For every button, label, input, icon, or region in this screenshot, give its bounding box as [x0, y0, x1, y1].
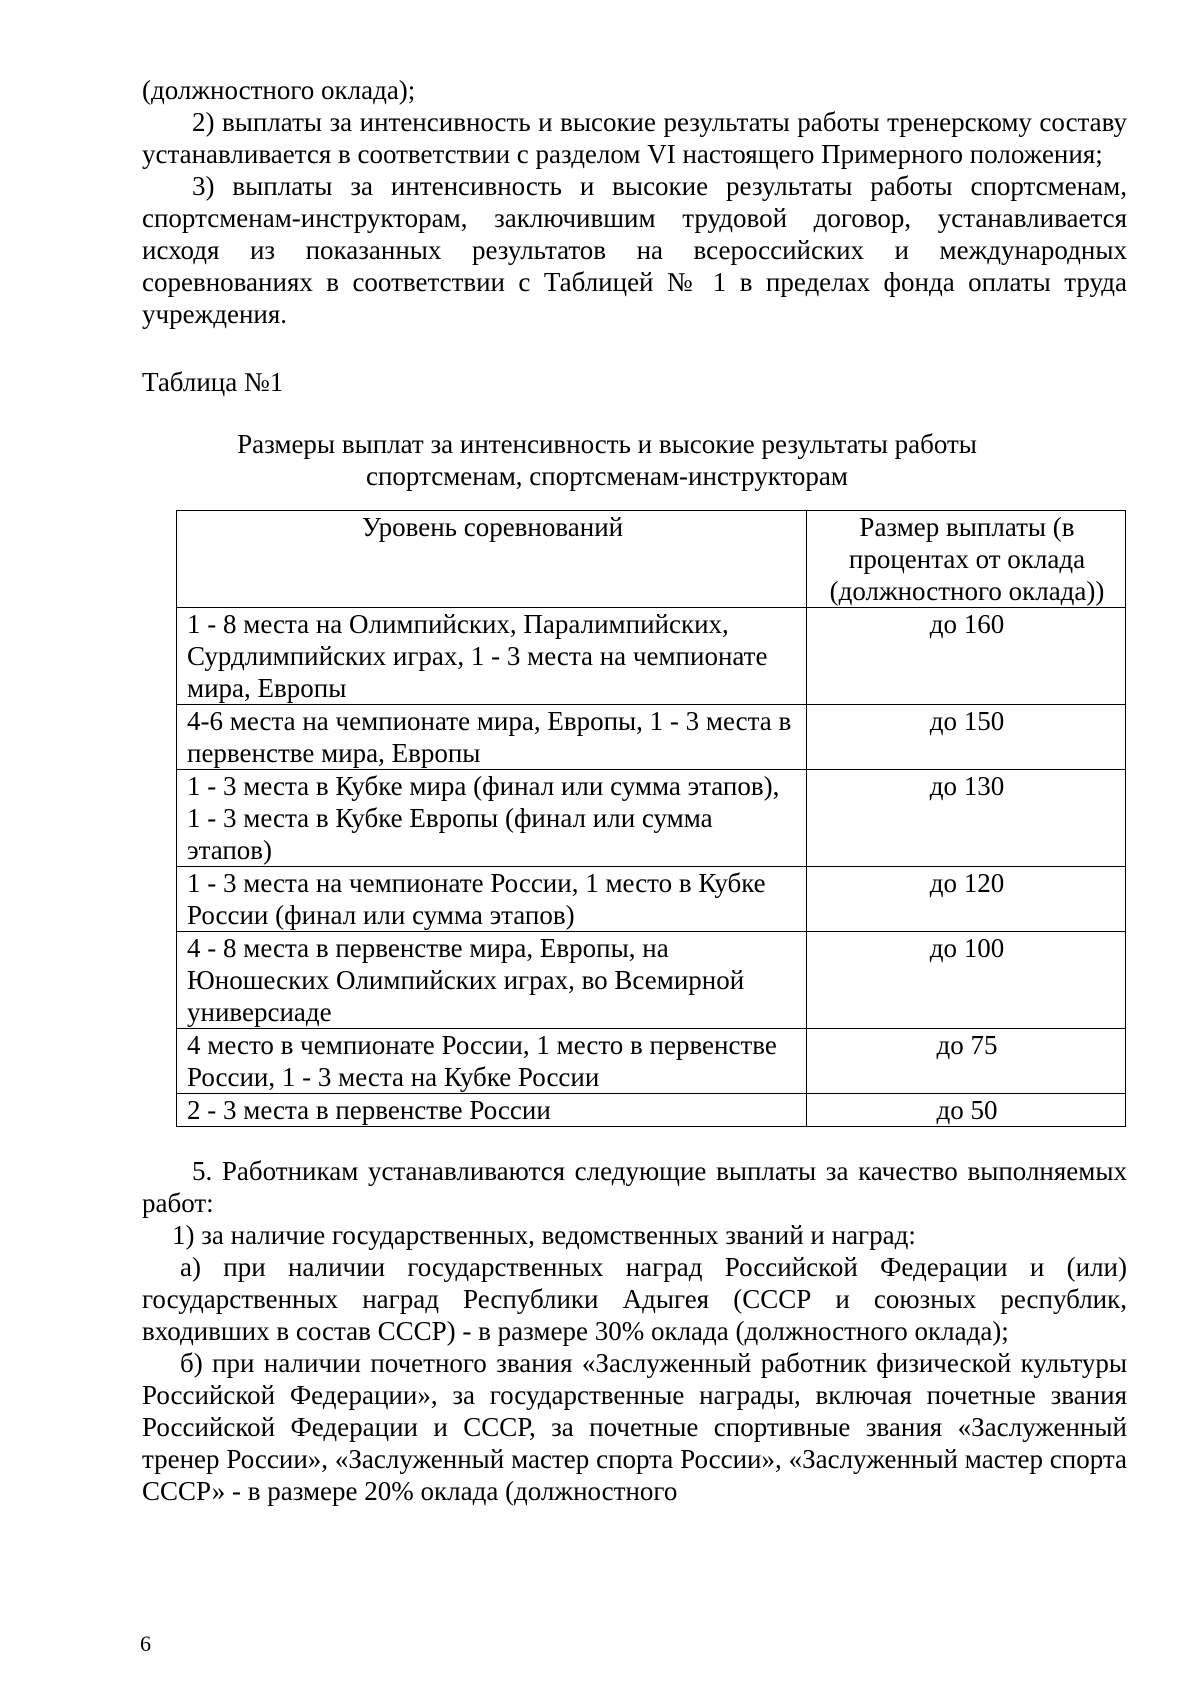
- table-row: [177, 1029, 1126, 1094]
- cell-level: 2 - 3 места в первенстве России: [177, 1094, 807, 1127]
- cell-level: 4 место в чемпионате России, 1 место в первенстве России, 1 - 3 места на Кубке России: [177, 1029, 807, 1094]
- cell-value: до 120: [807, 867, 1126, 932]
- section-5-item-1: 1) за наличие государственных, ведомственных званий и наград:: [172, 1220, 916, 1250]
- cell-value: до 100: [807, 932, 1126, 1029]
- table-title-line-1: Размеры выплат за интенсивность и высокие результаты работы: [237, 429, 977, 459]
- cell-level: 1 - 8 места на Олимпийских, Паралимпийских, Сурдлимпийских играх, 1 - 3 места на чемпионате мира, Европы: [177, 608, 807, 705]
- table-row: [177, 867, 1126, 932]
- cell-value: до 130: [807, 770, 1126, 867]
- table-row: [177, 1094, 1126, 1127]
- section-5-item-a: а) при наличии государственных наград Российской Федерации и (или) государственных наград Республики Адыгея (СССР и союзных республик, входивших в состав СССР) - в размере 30% оклада (должностного оклада);: [142, 1252, 1127, 1346]
- table-header-row: [177, 511, 1126, 608]
- section-5-item-b: б) при наличии почетного звания «Заслуженный работник физической культуры Российской Федерации», за государственные награды, включая почетные звания Российской Федерации и СССР, за почетные спортивные звания «Заслуженный тренер России», «Заслуженный мастер спорта России», «Заслуженный мастер спорта СССР» - в размере 20% оклада (должностного: [142, 1348, 1127, 1506]
- cell-level: 1 - 3 места в Кубке мира (финал или сумма этапов), 1 - 3 места в Кубке Европы (финал или сумма этапов): [177, 770, 807, 867]
- intro-item-3: 3) выплаты за интенсивность и высокие результаты работы спортсменам, спортсменам-инструкторам, заключившим трудовой договор, устанавливается исходя из показанных результатов на всероссийских и международных соревнованиях в соответствии с Таблицей № 1 в пределах фонда оплаты труда учреждения.: [142, 171, 1127, 329]
- intro-item-2: 2) выплаты за интенсивность и высокие результаты работы тренерскому составу устанавливается в соответствии с разделом VI настоящего Примерного положения;: [142, 107, 1127, 169]
- cell-value: до 50: [807, 1094, 1126, 1127]
- section-5-intro: 5. Работникам устанавливаются следующие выплаты за качество выполняемых работ:: [142, 1156, 1127, 1218]
- table-row: [177, 932, 1126, 1029]
- cell-level: 4-6 места на чемпионате мира, Европы, 1 - 3 места в первенстве мира, Европы: [177, 705, 807, 770]
- document-page: [142, 74, 1127, 1507]
- page-number: 6: [140, 1631, 151, 1656]
- intro-line: (должностного оклада);: [142, 75, 416, 105]
- table-row: [177, 770, 1126, 867]
- cell-value: до 160: [807, 608, 1126, 705]
- table-row: [177, 705, 1126, 770]
- cell-level: 4 - 8 места в первенстве мира, Европы, на Юношеских Олимпийских играх, во Всемирной универсиаде: [177, 932, 807, 1029]
- payments-table: [176, 510, 1126, 1127]
- cell-value: до 150: [807, 705, 1126, 770]
- table-title-line-2: спортсменам, спортсменам-инструкторам: [366, 461, 848, 491]
- cell-value: до 75: [807, 1029, 1126, 1094]
- table-title: [142, 428, 1072, 492]
- cell-level: 1 - 3 места на чемпионате России, 1 место в Кубке России (финал или сумма этапов): [177, 867, 807, 932]
- table-row: [177, 608, 1126, 705]
- header-level: Уровень соревнований: [177, 511, 807, 608]
- header-amount: Размер выплаты (в процентах от оклада (должностного оклада)): [807, 511, 1126, 608]
- table-number: Таблица №1: [142, 367, 284, 397]
